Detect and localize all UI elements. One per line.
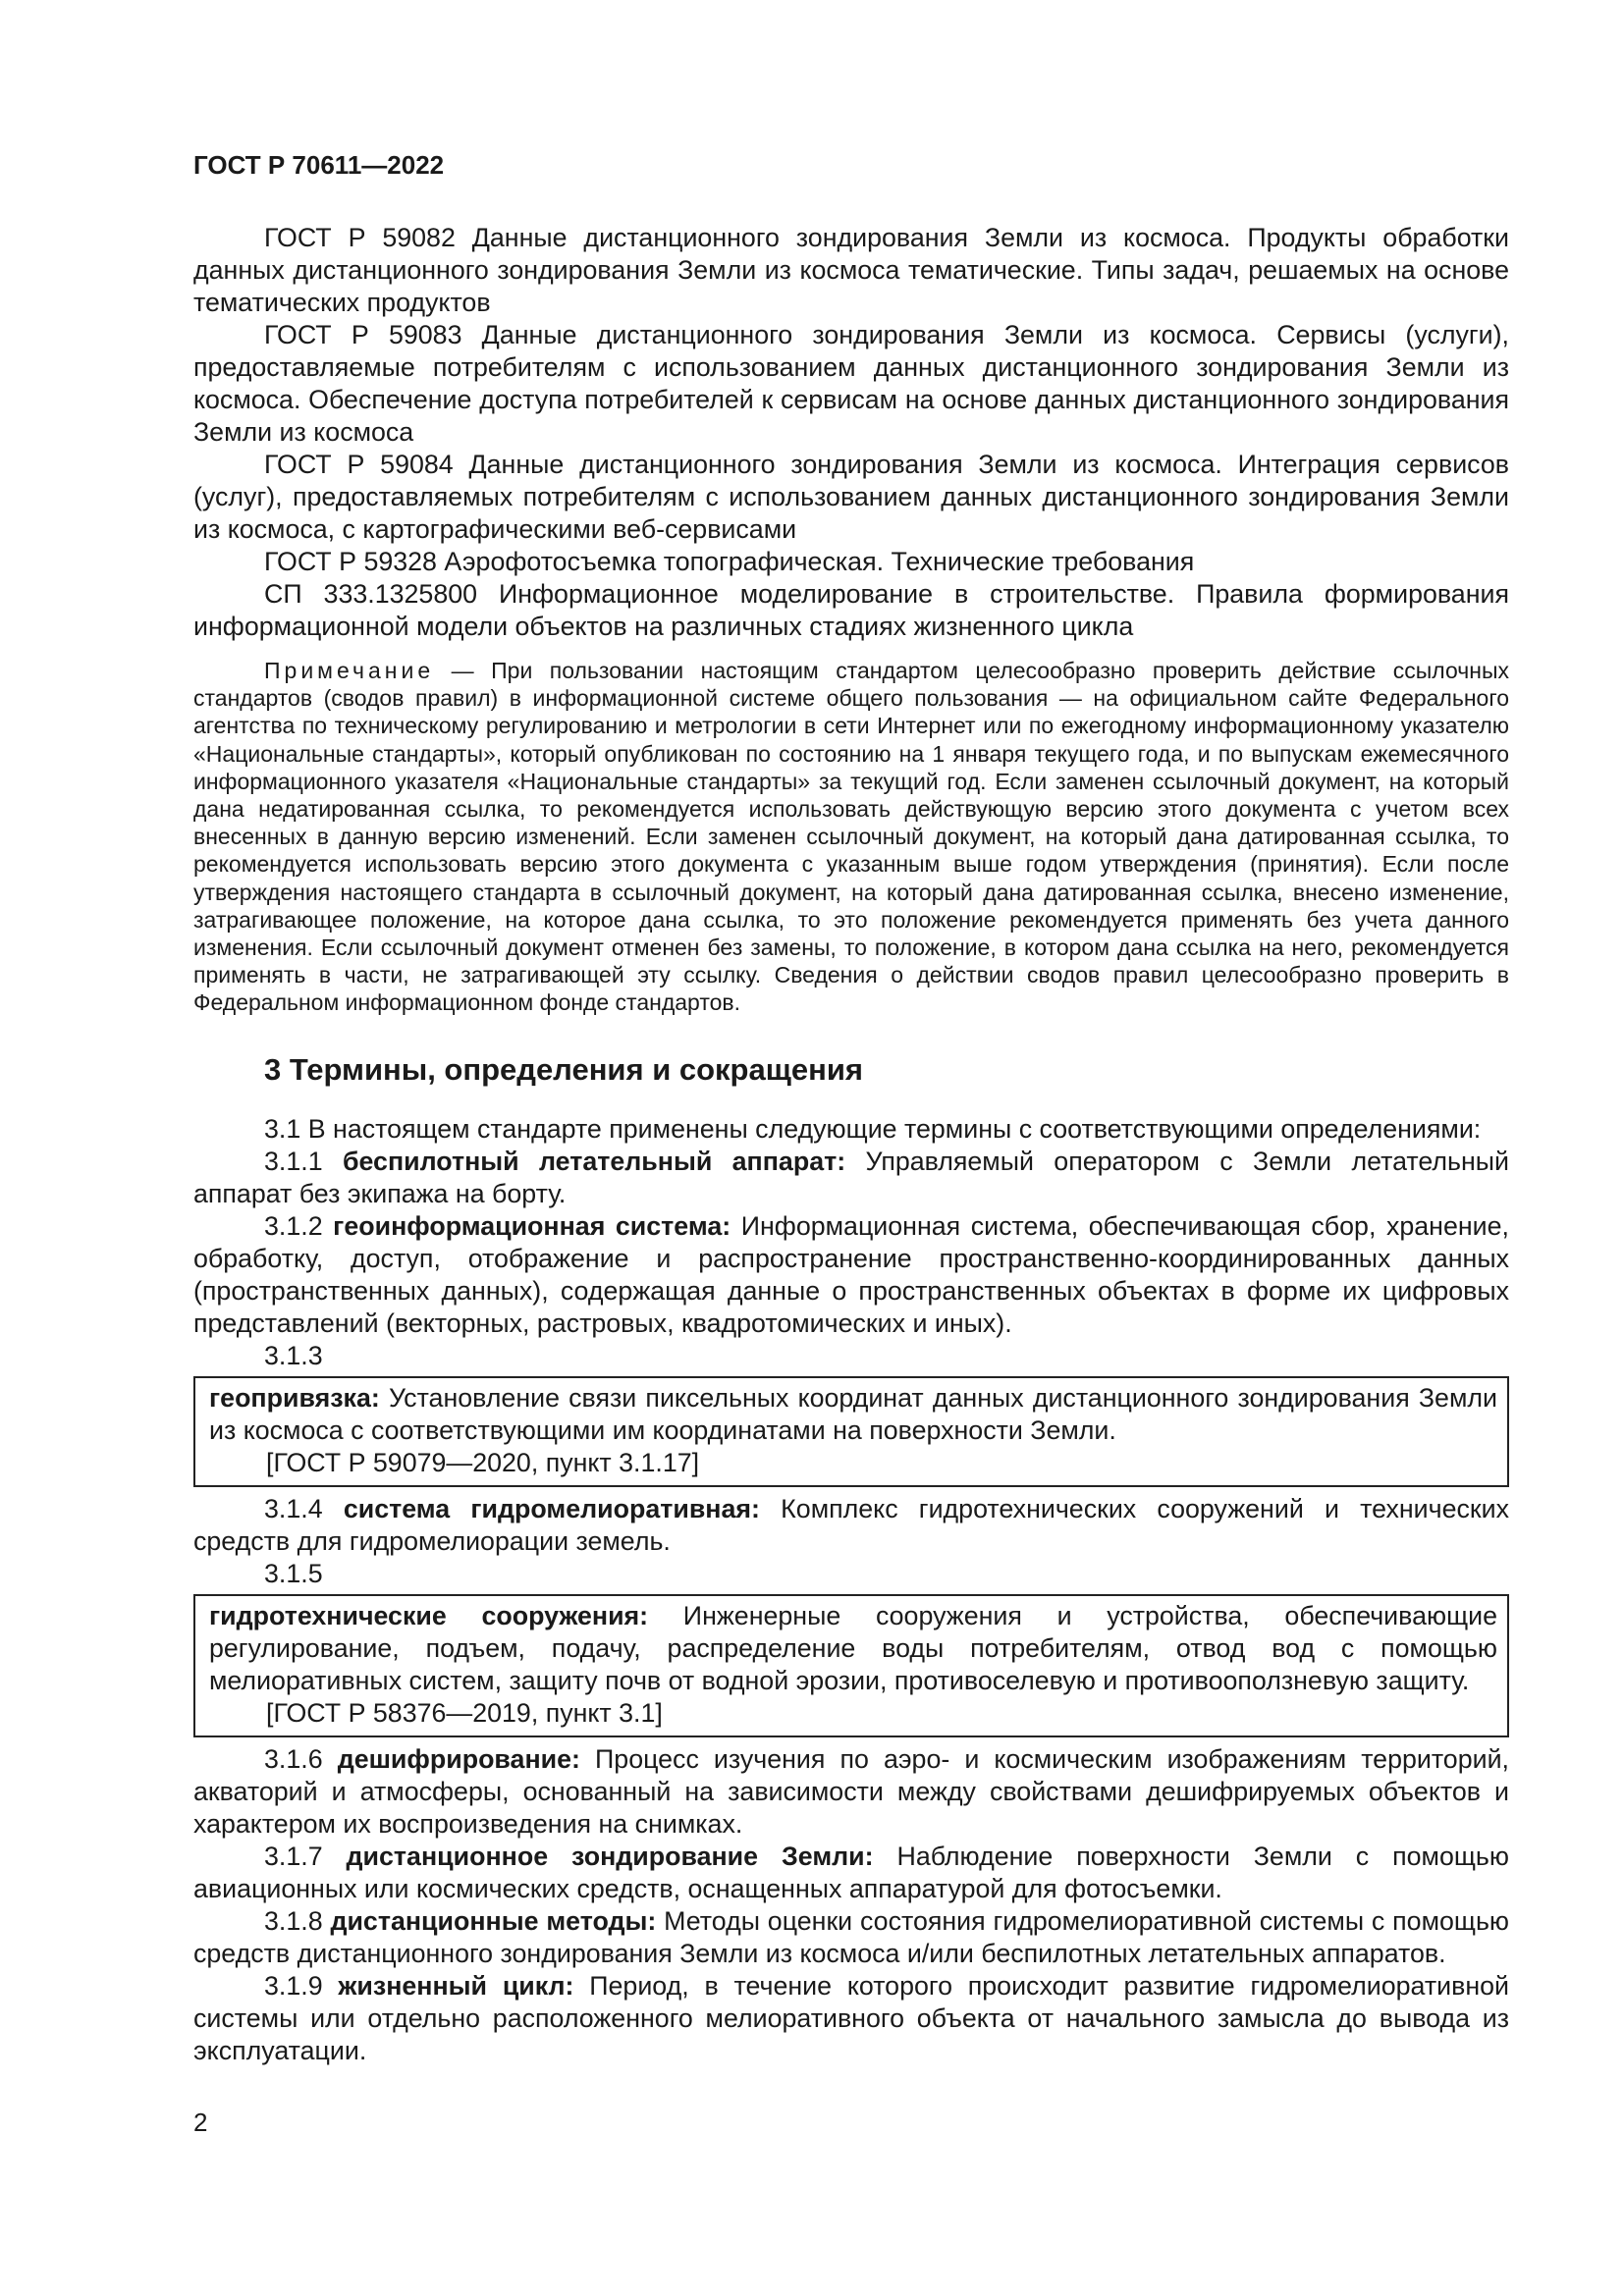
term-number: 3.1.4	[264, 1493, 344, 1523]
term-name: беспилотный летательный аппарат:	[342, 1146, 846, 1176]
term-3-1-5	[209, 1600, 1497, 1697]
term-name: дистанционные методы:	[330, 1905, 657, 1936]
term-3-1-3	[209, 1382, 1497, 1447]
term-name: геопривязка:	[209, 1382, 380, 1413]
reference-gost-59328: ГОСТ Р 59328 Аэрофотосъемка топографическая. Технические требования	[264, 547, 1195, 576]
term-number: 3.1.2	[264, 1210, 334, 1241]
term-definition: Наблюдение поверхности Земли с помощью авиационных или космических средств, оснащенных аппаратурой для фотосъемки.	[193, 1841, 1509, 1903]
term-definition: Методы оценки состояния гидромелиоративной системы с помощью средств дистанционного зондирования Земли из космоса и/или беспилотных летательных аппаратов.	[193, 1905, 1510, 1968]
term-source-reference: [ГОСТ Р 59079—2020, пункт 3.1.17]	[266, 1447, 700, 1477]
page-number: 2	[193, 2108, 208, 2137]
reference-sp-333: СП 333.1325800 Информационное моделирование в строительстве. Правила формирования информационной модели объектов на различных стадиях жизненного цикла	[193, 579, 1509, 641]
term-3-1-3-box	[193, 1376, 1509, 1487]
term-3-1-6	[193, 1743, 1509, 1841]
term-definition: Установление связи пиксельных координат данных дистанционного зондирования Земли из космоса с соответствующими им координатами на поверхности Земли.	[209, 1382, 1497, 1445]
term-3-1-2	[193, 1210, 1509, 1340]
term-source-reference: [ГОСТ Р 58376—2019, пункт 3.1]	[266, 1697, 663, 1728]
term-number: 3.1.8	[264, 1905, 331, 1936]
term-name: дистанционное зондирование Земли:	[346, 1841, 874, 1871]
term-name: геоинформационная система:	[333, 1210, 731, 1241]
term-definition: Период, в течение которого происходит развитие гидромелиоративной системы или отдельно расположенного мелиоративного объекта от начального замысла до вывода из эксплуатации.	[193, 1970, 1509, 2065]
term-3-1-7	[193, 1841, 1509, 1905]
term-definition: Процесс изучения по аэро- и космическим изображениям территорий, акваторий и атмосферы, основанный на зависимости между свойствами дешифрируемых объектов и характером их воспроизведения на снимках.	[193, 1743, 1509, 1839]
reference-gost-59084: ГОСТ Р 59084 Данные дистанционного зондирования Земли из космоса. Интеграция сервисов (услуг), предоставляемых потребителям с использованием данных дистанционного зондирования Земли из космоса, с картографическими веб-сервисами	[193, 450, 1509, 544]
term-definition: Инженерные сооружения и устройства, обеспечивающие регулирование, подъем, подачу, распределение воды потребителям, отвод вод с помощью мелиоративных систем, защиту почв от водной эрозии, противоселевую и противооползневую защиту.	[209, 1600, 1497, 1695]
term-definition: Управляемый оператором с Земли летательный аппарат без экипажа на борту.	[193, 1146, 1510, 1208]
term-definition: Информационная система, обеспечивающая сбор, хранение, обработку, доступ, отображение и распространение пространственно-координированных данных (пространственных данных), содержащая данные о пространственных объектах в форме их цифровых представлений (векторных, растровых, квадротомических и иных).	[193, 1210, 1509, 1338]
document-header: ГОСТ Р 70611—2022	[193, 150, 445, 180]
term-number: 3.1.9	[264, 1970, 339, 2001]
page-content	[193, 222, 1509, 2067]
note-label: Примечание	[264, 658, 435, 683]
note-text: — При пользовании настоящим стандартом целесообразно проверить действие ссылочных стандартов (сводов правил) в информационной системе общего пользования — на официальном сайте Федерального агентства по техническому регулированию и метрологии в сети Интернет или по ежегодному информационному указателю «Национальные стандарты», который опубликован по состоянию на 1 января текущего года, и по выпускам ежемесячного информационного указателя «Национальные стандарты» за текущий год. Если заменен ссылочный документ, на который дана недатированная ссылка, то рекомендуется использовать действующую версию этого документа с учетом всех внесенных в данную версию изменений. Если заменен ссылочный документ, на который дана датированная ссылка, то рекомендуется использовать версию этого документа с указанным выше годом утверждения (принятия). Если после утверждения настоящего стандарта в ссылочный документ, на который дана датированная ссылка, внесено изменение, затрагивающее положение, на которое дана ссылка, то это положение рекомендуется применять без учета данного изменения. Если ссылочный документ отменен без замены, то положение, в котором дана ссылка на него, рекомендуется применять в части, не затрагивающей эту ссылку. Сведения о действии сводов правил целесообразно проверить в Федеральном информационном фонде стандартов.	[193, 658, 1509, 1016]
reference-gost-59082: ГОСТ Р 59082 Данные дистанционного зондирования Земли из космоса. Продукты обработки данных дистанционного зондирования Земли из космоса тематические. Типы задач, решаемых на основе тематических продуктов	[193, 223, 1509, 317]
reference-gost-59083: ГОСТ Р 59083 Данные дистанционного зондирования Земли из космоса. Сервисы (услуги), предоставляемые потребителям с использованием данных дистанционного зондирования Земли из космоса. Обеспечение доступа потребителей к сервисам на основе данных дистанционного зондирования Земли из космоса	[193, 320, 1509, 447]
term-3-1-3-number: 3.1.3	[264, 1340, 323, 1370]
term-name: дешифрирование:	[337, 1743, 580, 1774]
term-3-1-8	[193, 1905, 1509, 1970]
term-definition: Комплекс гидротехнических сооружений и технических средств для гидромелиорации земель.	[193, 1493, 1509, 1556]
term-number: 3.1.6	[264, 1743, 338, 1774]
note-paragraph	[193, 657, 1509, 1017]
section-intro: 3.1 В настоящем стандарте применены следующие термины с соответствующими определениями:	[264, 1113, 1482, 1144]
term-3-1-5-number: 3.1.5	[264, 1558, 323, 1588]
term-number: 3.1.1	[264, 1146, 343, 1176]
term-3-1-5-box	[193, 1594, 1509, 1737]
term-3-1-4	[193, 1493, 1509, 1558]
term-name: жизненный цикл:	[338, 1970, 574, 2001]
section-title: 3 Термины, определения и сокращения	[264, 1051, 863, 1087]
term-number: 3.1.7	[264, 1841, 347, 1871]
term-name: гидротехнические сооружения:	[209, 1600, 649, 1630]
term-3-1-9	[193, 1970, 1509, 2067]
term-3-1-1	[193, 1146, 1509, 1210]
term-name: система гидромелиоративная:	[343, 1493, 760, 1523]
